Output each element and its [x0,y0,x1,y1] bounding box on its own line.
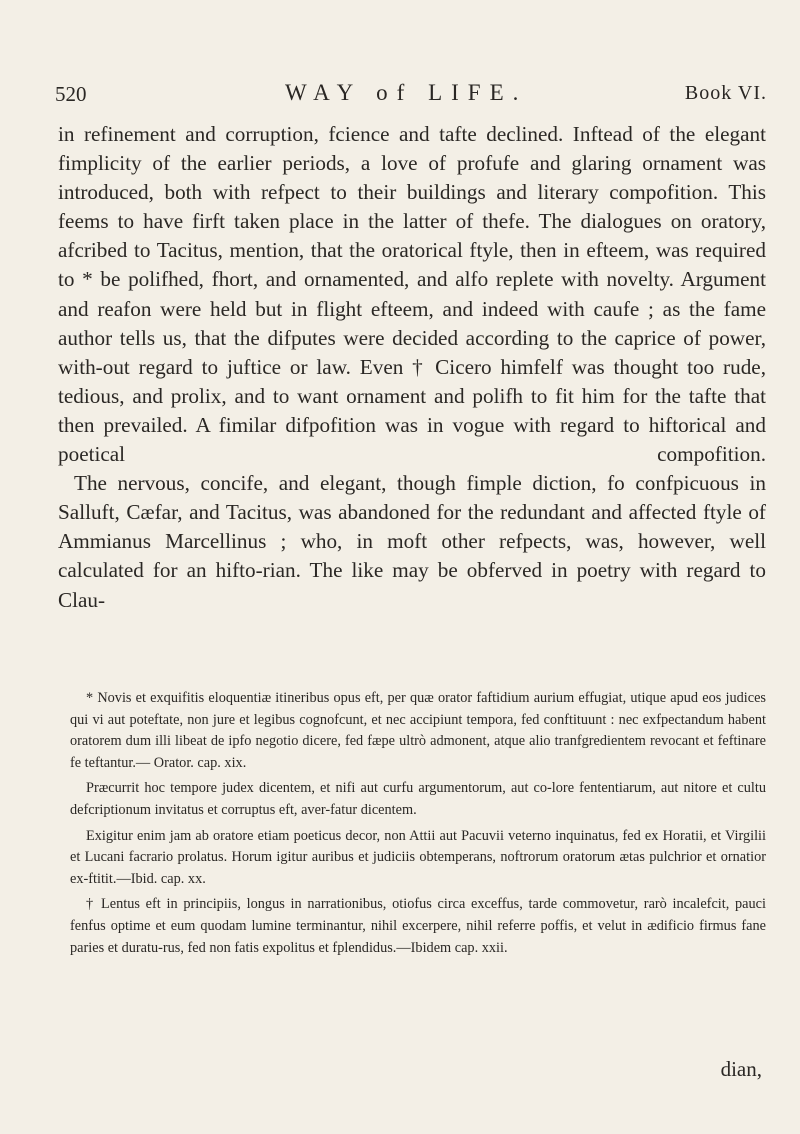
footnote-1: * Novis et exquifitis eloquentiæ itineribus opus eft, per quæ orator faftidium aurium effugiat, utique apud eos judices qui vi aut poteftate, non jure et legibus cognofcunt, et nec accipiunt tempora, fed conftituunt : nec exfpectandum habent oratorem dum illi libeat de ipfo negotio dicere, fed fæpe ultrò admonent, atque alio tranfgredientem revocant et feftinare fe teftantur.— Orator. cap. xix. [70,690,766,771]
body-paragraph-1: in refinement and corruption, fcience and tafte declined. Inftead of the elegant fimplicity of the earlier periods, a love of profufe and glaring ornament was introduced, both with refpect to their buildings and literary compofition. This feems to have firft taken place in the latter of thefe. The dialogues on oratory, afcribed to Tacitus, mention, that the oratorical ftyle, then in efteem, was required to * be polifhed, fhort, and ornamented, and alfo replete with novelty. Argument and reafon were held but in flight efteem, and indeed with caufe ; as the fame author tells us, that the difputes were decided according to the caprice of power, with-out regard to juftice or law. Even † Cicero himfelf was thought too rude, tedious, and prolix, and to want ornament and polifh to fit him for the tafte that then prevailed. A fimilar difpofition was in vogue with regard to hiftorical and poetical compofition. [58,122,766,467]
running-header [55,80,767,114]
book-label: Book VI. [684,82,767,104]
running-title: WAY of LIFE. [285,80,528,105]
footnote-2: Præcurrit hoc tempore judex dicentem, et nifi aut curfu argumentorum, aut co-lore fententiarum, aut nitore et cultu defcriptionum invitatus et corruptus eft, aver-fatur dicentem. [70,780,766,818]
page-number: 520 [55,82,87,106]
footnote-3: Exigitur enim jam ab oratore etiam poeticus decor, non Attii aut Pacuvii veterno inquinatus, fed ex Horatii, et Virgilii et Lucani facrario prolatus. Horum igitur auribus et judiciis obtemperans, noftrorum oratorum ætas pulchrior et ornatior ex-ftitit.—Ibid. cap. xx. [70,827,766,887]
main-text [58,120,766,615]
footnotes [70,688,766,963]
footnote-4: † Lentus eft in principiis, longus in narrationibus, otiofus circa exceffus, tarde commovetur, rarò incalefcit, pauci fenfus optime et eum quodam lumine terminantur, nihil excerpere, nihil referre poffis, et velut in ædificio firmus fane paries et duratu-rus, fed non fatis expolitus et fplendidus.—Ibidem cap. xxii. [70,896,766,956]
body-paragraph-2: The nervous, concife, and elegant, though fimple diction, fo confpicuous in Salluft, Cæfar, and Tacitus, was abandoned for the redundant and affected ftyle of Ammianus Marcellinus ; who, in moft other refpects, was, however, well calculated for an hifto-rian. The like may be obferved in poetry with regard to Clau- [58,471,766,612]
catchword: dian, [720,1057,762,1081]
